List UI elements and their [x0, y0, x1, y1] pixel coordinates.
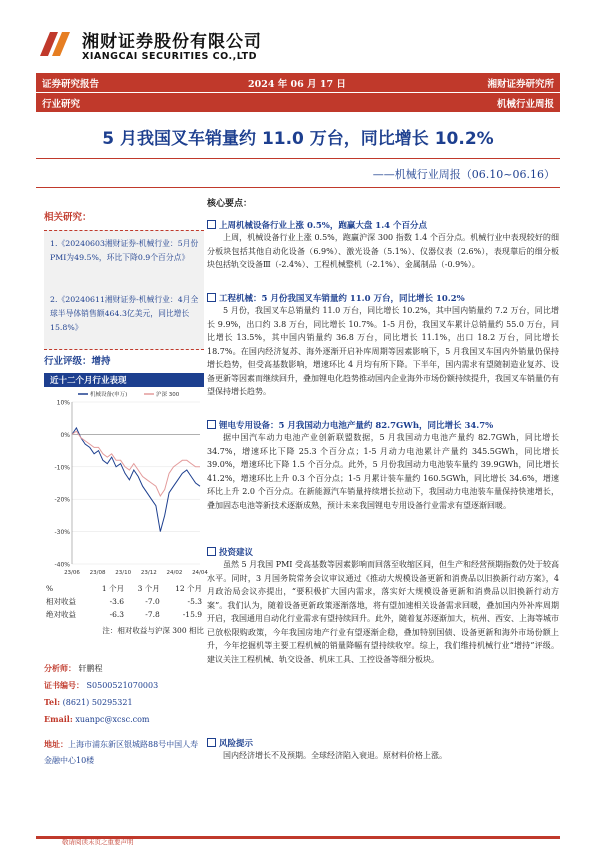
legend-label: 机械设备(申万) — [90, 392, 128, 398]
analyst-info — [44, 660, 158, 728]
institute-name: 湘财证券研究所 — [487, 79, 554, 90]
report-title: 5 月我国叉车销量约 11.0 万台，同比增长 10.2% — [102, 129, 494, 149]
section-heading — [207, 546, 559, 558]
section-heading-text: 工程机械：5 月份我国叉车销量约 11.0 万台，同比增长 10.2% — [219, 294, 465, 304]
section-heading — [207, 292, 559, 304]
checkbox-icon — [207, 220, 216, 229]
title-divider — [36, 158, 560, 159]
section-heading — [207, 737, 559, 749]
company-logo-icon — [36, 26, 76, 62]
analyst-label: 分析师： — [44, 663, 76, 673]
y-tick-label: 0% — [60, 431, 70, 439]
table-header-cell: 3 个月 — [137, 584, 160, 593]
table-header-row — [44, 582, 204, 595]
y-tick-label: -20% — [54, 496, 70, 504]
table-header-cell: 12 个月 — [175, 584, 202, 593]
table-cell: -5.3 — [187, 597, 202, 606]
address-text: 上海市浦东新区银城路88号中国人寿金融中心10楼 — [44, 740, 199, 765]
email-link[interactable]: xuanpc@xcsc.com — [75, 715, 150, 724]
footer-disclaimer: 敬请阅读末页之重要声明 — [62, 838, 134, 846]
section-forklift — [207, 292, 559, 399]
x-tick-label: 23/06 — [64, 570, 80, 576]
chart-header — [44, 373, 204, 387]
section-body: 上周，机械设备行业上涨 0.5%，跑赢沪深 300 指数 1.4 个百分点。机械行业中表现较好的细分板块包括其他自动化设备（6.9%）、激光设备（5.1%）、仪器仪表（2.6%），表现靠后的细分板块包括轨交设备Ⅲ（-2.4%）、工程机械整机（-2.1%）、金属制品（-0.9%）。 — [207, 233, 559, 269]
checkbox-icon — [207, 547, 216, 556]
section-body: 据中国汽车动力电池产业创新联盟数据，5 月我国动力电池产量约 82.7GWh，同比增长 34.7%，增速环比下降 25.3 个百分点；1-5 月动力电池累计产量约 345.5GWh，同比增长 39.0%，增速环比下降 1.5 个百分点。此外，5 月份我国动力电池装车量约 39.9GWh，同比增长 41.2%，增速环比上升 0.3 个百分点；1-5 月累计装车量约 160.5GWh，同比增长 34.6%，增速环比上升 2.0 个百分点。在新能源汽车销量持续增长拉动下，我国动力电池装车量保持快速增长，叠加固态电池等新技术逐渐成熟，预计未来我国锂电专用设备行业需求有望逐渐回暖。 — [207, 433, 559, 510]
cert-label: 证书编号： — [44, 680, 84, 690]
chart-title: 近十二个月行业表现 — [50, 376, 127, 386]
header-band-top — [36, 73, 560, 92]
section-heading-text: 投资建议 — [219, 548, 254, 558]
research-category: 行业研究 — [42, 99, 81, 110]
analyst-name: 轩鹏程 — [78, 664, 103, 673]
series-line — [72, 431, 200, 496]
x-tick-label: 24/04 — [192, 570, 208, 576]
table-cell: -15.9 — [182, 610, 202, 619]
report-type: 证券研究报告 — [42, 79, 100, 90]
table-row — [44, 608, 204, 621]
x-tick-label: 23/08 — [89, 570, 106, 576]
legend-label: 沪深 300 — [156, 392, 180, 398]
y-tick-label: 10% — [56, 399, 70, 407]
address-label: 地址： — [44, 739, 68, 749]
x-tick-label: 24/02 — [166, 570, 183, 576]
address-block — [44, 736, 204, 769]
tel-number: (8621) 50295321 — [62, 698, 133, 707]
tel-label: Tel: — [44, 697, 61, 707]
y-tick-label: -30% — [54, 529, 70, 537]
report-date: 2024 年 06 月 17 日 — [248, 79, 346, 90]
performance-table — [44, 582, 204, 636]
table-header-cell: % — [46, 584, 54, 593]
report-subtitle: ——机械行业周报（06.10~06.16） — [372, 168, 555, 181]
related-item-1[interactable]: 1.《20240603湘财证券-机械行业：5月份PMI为49.5%，环比下降0.9个百分点》 — [50, 239, 199, 262]
checkbox-icon — [207, 293, 216, 302]
section-investment — [207, 546, 559, 666]
header-band-bottom — [36, 93, 560, 112]
section-heading — [207, 419, 559, 431]
x-tick-label: 23/10 — [115, 570, 132, 576]
section-body: 5 月份，我国叉车总销量约 11.0 万台，同比增长 10.2%，其中国内销量约 7.2 万台，同比增长 9.9%，出口约 3.8 万台，同比增长 10.7%。1-5 月份，我国叉车累计总销量约 55.0 万台，同比增长 13.5%，其中国内销量约 36.8 万台，同比增长 11.1%，出口 18.2 万台，同比增长 18.7%。在国内经济复苏、海外逐渐开启补库周期等因素影响下，5 月我国叉车国内外销量仍保持增长趋势，但受高基数影响，增速环比 4 月均有所下降。下半年，国内需求有望随制造业复苏、设备更新等因素而继续回升，叠加锂电化趋势推动国内企业海外市场份额持续提升，我国叉车销量仍有望保持增长趋势。 — [207, 306, 559, 396]
performance-chart — [44, 388, 208, 578]
y-tick-label: -10% — [54, 464, 70, 472]
report-series: 机械行业周报 — [496, 99, 554, 110]
y-tick-label: -40% — [54, 561, 70, 569]
section-body: 虽然 5 月我国 PMI 受高基数等因素影响而回落至收缩区间，但生产和经营预期指数仍处于较高水平。同时，3 月国务院常务会议审议通过《推动大规模设备更新和消费品以旧换新行动方案》，4 月政治局会议亦提出，“要积极扩大国内需求，落实好大规模设备更新和消费品以旧换新行动方案”。我们认为，随着设备更新政策逐渐落地，将有望加速相关设备需求回暖，叠加国内外补库周期开启，我国通用自动化行业需求有望持续回升。此外，随着复苏逐渐加大，杭州、西安、上海等城市已放松限购政策，今年我国房地产行业有望逐渐企稳，叠加特别国债、设备更新和海外市场份额上升，今年挖掘机等主要工程机械的销量降幅有望持续收窄。综上，我们维持机械行业“增持”评级。建议关注工程机械、轨交设备、机床工具、工控设备等细分板块。 — [207, 560, 559, 664]
series-line — [72, 428, 200, 532]
table-cell: -6.3 — [109, 610, 125, 619]
core-points-label: 核心要点： — [207, 199, 253, 209]
email-label: Email: — [44, 714, 73, 724]
subtitle-divider — [36, 187, 560, 188]
table-row — [44, 595, 204, 608]
table-cell: -7.0 — [145, 597, 160, 606]
table-cell: -3.6 — [109, 597, 125, 606]
section-risk — [207, 737, 559, 763]
section-heading-text: 风险提示 — [219, 739, 254, 749]
section-lithium — [207, 419, 559, 512]
section-heading-text: 锂电专用设备：5 月我国动力电池产量约 82.7GWh，同比增长 34.7% — [219, 421, 494, 431]
related-item-2[interactable]: 2.《20240611湘财证券-机械行业：4月全球半导体销售额464.3亿美元，同比增长15.8%》 — [50, 295, 199, 332]
table-cell: 绝对收益 — [46, 610, 76, 619]
cert-number: S0500521070003 — [86, 681, 159, 690]
related-research-box — [44, 230, 204, 350]
x-tick-label: 23/12 — [140, 570, 157, 576]
related-research-label: 相关研究： — [44, 212, 92, 223]
perf-note: 注：相对收益与沪深 300 相比 — [102, 626, 204, 635]
table-header-cell: 1 个月 — [101, 584, 125, 593]
table-cell: 相对收益 — [46, 597, 76, 606]
company-name-en: XIANGCAI SECURITIES CO.,LTD — [82, 51, 258, 62]
section-body: 国内经济增长不及预期。全球经济陷入衰退。原材料价格上涨。 — [223, 751, 447, 760]
industry-rating: 行业评级：增持 — [44, 356, 111, 367]
section-heading-text: 上周机械设备行业上涨 0.5%，跑赢大盘 1.4 个百分点 — [219, 221, 428, 231]
table-cell: -7.8 — [145, 610, 160, 619]
checkbox-icon — [207, 738, 216, 747]
section-heading — [207, 219, 559, 231]
company-name-cn: 湘财证券股份有限公司 — [82, 32, 262, 52]
checkbox-icon — [207, 420, 216, 429]
section-market — [207, 219, 559, 272]
